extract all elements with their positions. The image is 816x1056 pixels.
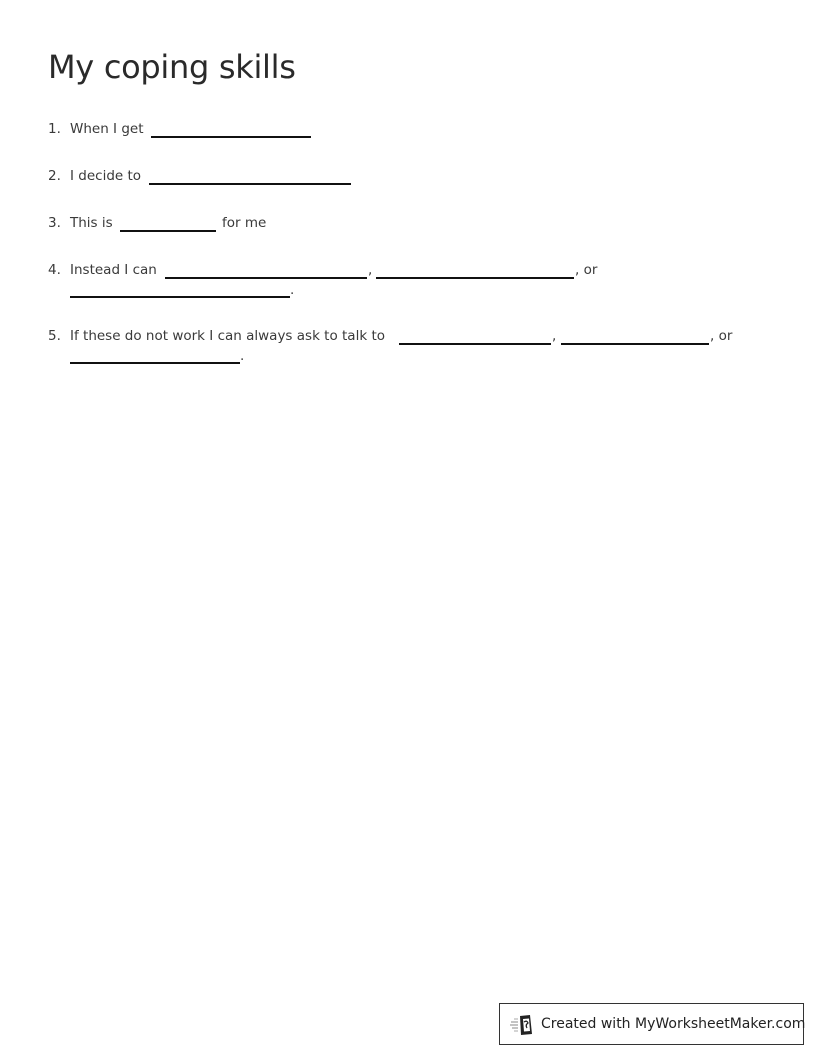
answer-blank-1[interactable] [151,136,311,138]
answer-blank-4a[interactable] [165,277,367,279]
question-text: I decide to [70,168,142,184]
separator-comma: , [368,262,373,278]
separator-period: . [240,348,245,364]
question-text: When I get [70,121,144,137]
footer-text: Created with MyWorksheetMaker.com [541,1016,806,1032]
question-number: 5. [48,328,61,344]
question-number: 4. [48,262,61,278]
answer-blank-3[interactable] [120,230,216,232]
question-text-suffix: for me [222,215,267,231]
question-text: This is [70,215,113,231]
footer-badge[interactable] [499,1003,804,1045]
answer-blank-5c[interactable] [70,362,240,364]
answer-blank-2[interactable] [149,183,351,185]
separator-period: . [290,282,295,298]
question-text: Instead I can [70,262,157,278]
question-number: 1. [48,121,61,137]
answer-blank-5a[interactable] [399,343,551,345]
page-title: My coping skills [48,48,296,86]
question-number: 3. [48,215,61,231]
separator-comma: , [552,328,557,344]
question-text: If these do not work I can always ask to talk to [70,328,385,344]
answer-blank-5b[interactable] [561,343,709,345]
separator-or: , or [575,262,598,278]
separator-or: , or [710,328,733,344]
question-number: 2. [48,168,61,184]
answer-blank-4b[interactable] [376,277,574,279]
worksheet-maker-logo-icon [510,1014,536,1036]
answer-blank-4c[interactable] [70,296,290,298]
